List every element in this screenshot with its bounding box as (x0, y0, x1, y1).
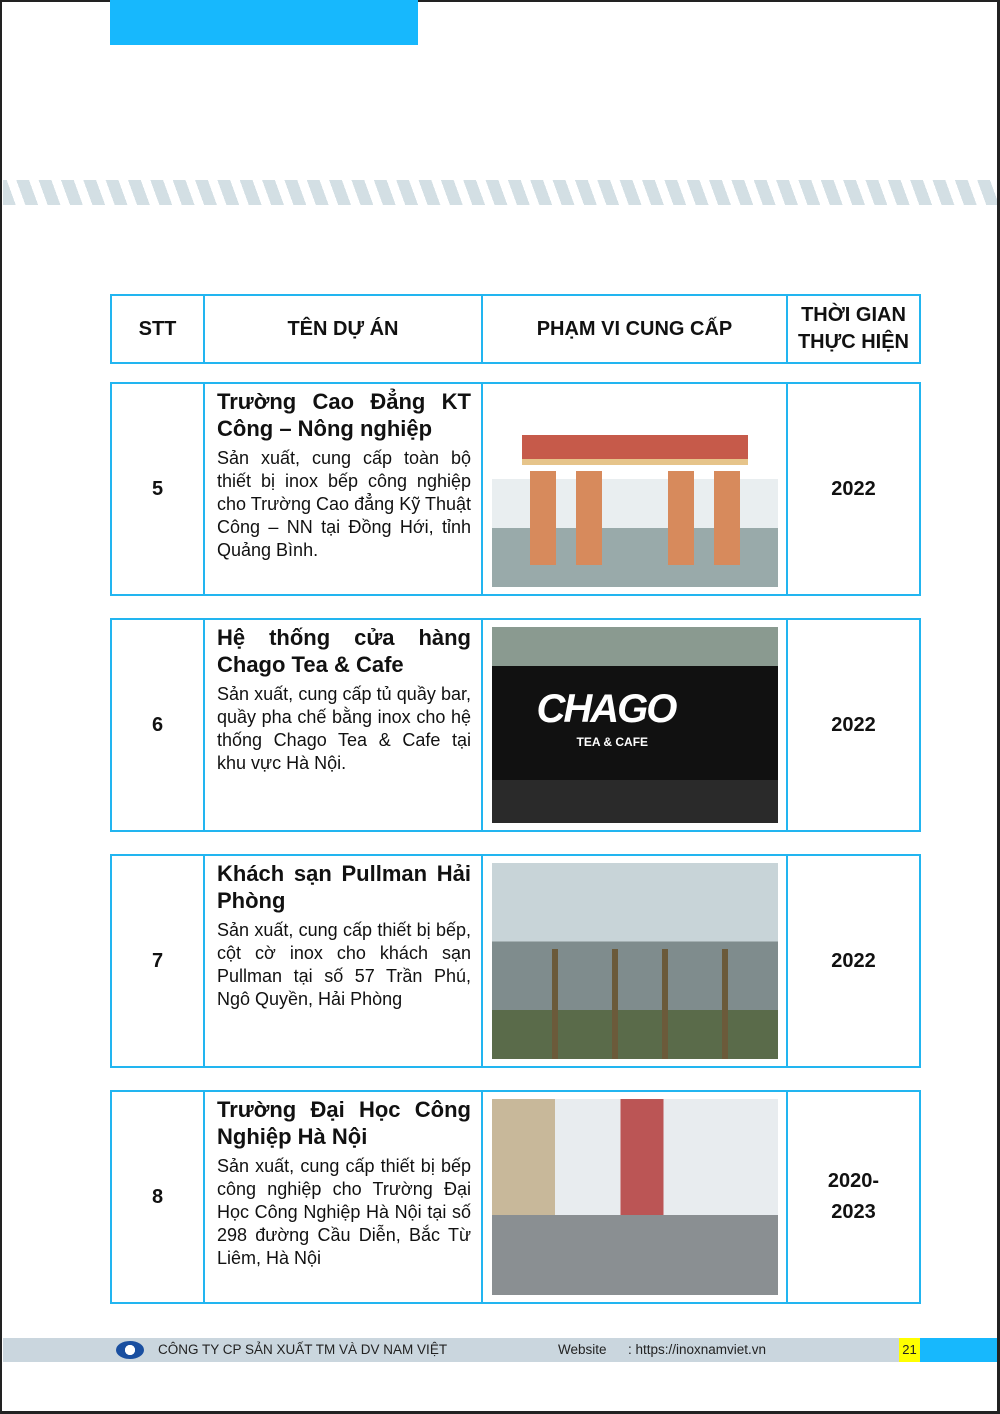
chago-sub-text: TEA & CAFE (576, 735, 649, 749)
footer-website-label: Website (558, 1342, 607, 1357)
project-title: Trường Đại Học Công Nghiệp Hà Nội (217, 1097, 471, 1149)
row-stt: 7 (151, 949, 164, 972)
row-year-end: 2023 (831, 1201, 876, 1223)
row-stt: 8 (151, 1185, 164, 1208)
row-year: 2022 (831, 949, 876, 972)
header-accent-bar (110, 0, 418, 45)
table-row (110, 618, 921, 832)
row-stt: 5 (151, 477, 164, 500)
project-photo-chago-storefront (492, 627, 778, 823)
header-time: THỜI GIAN (801, 304, 906, 326)
project-description: Sản xuất, cung cấp toàn bộ thiết bị inox bếp công nghiệp cho Trường Cao đẳng Kỹ Thuật Công – NN tại Đồng Hới, tỉnh Quảng Bình. (217, 448, 471, 560)
row-year: 2022 (831, 477, 876, 500)
footer-accent (920, 1338, 997, 1362)
project-description: Sản xuất, cung cấp tủ quầy bar, quầy pha chế bằng inox cho hệ thống Chago Tea & Cafe tại khu vực Hà Nội. (217, 684, 471, 773)
table-header (110, 294, 921, 364)
project-photo-university (492, 1099, 778, 1295)
row-year: 2022 (831, 713, 876, 736)
table-row (110, 1090, 921, 1304)
table-row (110, 382, 921, 596)
header-name: TÊN DỰ ÁN (287, 317, 399, 340)
header-scope: PHẠM VI CUNG CẤP (536, 317, 733, 340)
project-description: Sản xuất, cung cấp thiết bị bếp, cột cờ inox cho khách sạn Pullman tại số 57 Trần Phú, Ngô Quyền, Hải Phòng (217, 920, 471, 1009)
table-row (110, 854, 921, 1068)
footer-company: CÔNG TY CP SẢN XUẤT TM VÀ DV NAM VIỆT (158, 1342, 448, 1357)
project-description: Sản xuất, cung cấp thiết bị bếp công nghiệp cho Trường Đại Học Công Nghiệp Hà Nội tại số 298 đường Cầu Diễn, Bắc Từ Liêm, Hà Nội (217, 1156, 471, 1268)
header-stt: STT (138, 317, 177, 340)
project-title: Hệ thống cửa hàng Chago Tea & Cafe (217, 625, 471, 677)
project-photo-college-gate (492, 391, 778, 587)
project-title: Trường Cao Đẳng KT Công – Nông nghiệp (217, 389, 471, 441)
header-time-2: THỰC HIỆN (797, 331, 910, 353)
chago-logo-text: CHAGO (536, 687, 676, 731)
page-number: 21 (899, 1338, 920, 1362)
row-year: 2020- (827, 1170, 880, 1192)
project-photo-pullman-hotel (492, 863, 778, 1059)
page-footer (3, 1338, 997, 1362)
footer-website-link[interactable]: : https://inoxnamviet.vn (628, 1342, 767, 1357)
project-title: Khách sạn Pullman Hải Phòng (217, 861, 471, 913)
decorative-stripes (3, 180, 997, 205)
row-stt: 6 (151, 713, 164, 736)
company-logo-icon (116, 1341, 144, 1359)
